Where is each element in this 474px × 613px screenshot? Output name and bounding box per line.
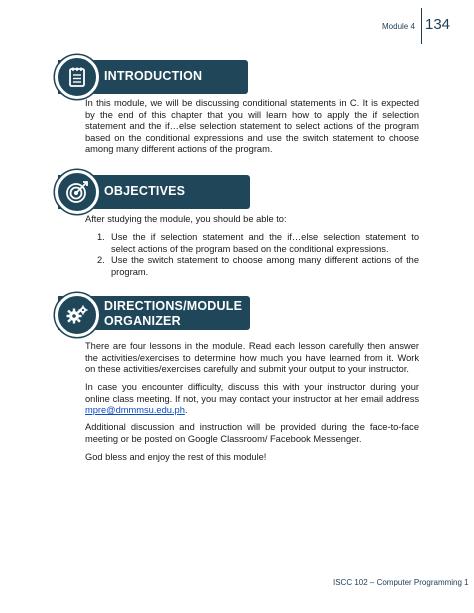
footer-course: ISCC 102 – Computer Programming 1 bbox=[333, 578, 469, 587]
target-icon bbox=[65, 180, 89, 204]
directions-paragraph-2-text: In case you encounter difficulty, discuss this with your instructor during your online class meeting. If not, you may contact your instructor at her email address bbox=[85, 382, 419, 404]
list-item bbox=[97, 232, 419, 255]
list-text: Use the switch statement to choose among many different actions of the program. bbox=[111, 255, 419, 277]
gears-icon bbox=[65, 303, 89, 327]
list-number: 2. bbox=[97, 255, 105, 266]
introduction-paragraph: In this module, we will be discussing conditional statements in C. It is expected by the end of this chapter that you will learn how to apply the if selection statement and the if…else selection statement to select actions of the program based on the conditional expressions and use the switch statement to choose among many different actions of the program. bbox=[85, 98, 419, 155]
introduction-title: INTRODUCTION bbox=[104, 69, 203, 83]
list-item bbox=[97, 255, 419, 278]
objectives-list bbox=[97, 232, 419, 278]
header-divider bbox=[421, 8, 422, 44]
module-label: Module 4 bbox=[382, 22, 415, 31]
directions-paragraph-3: Additional discussion and instruction will be provided during the face-to-face meeting or be posted on Google Classroom/ Facebook Messenger. bbox=[85, 422, 419, 444]
objectives-title: OBJECTIVES bbox=[104, 184, 186, 198]
directions-title-line2: ORGANIZER bbox=[104, 314, 181, 328]
directions-icon-circle bbox=[55, 293, 99, 337]
directions-paragraph-1: There are four lessons in the module. Read each lesson carefully then answer the activities/exercises to determine how much you have learned from it. Work on these activities/exercises carefully and submit your output to your instructor. bbox=[85, 341, 419, 375]
directions-title-line1: DIRECTIONS/MODULE bbox=[104, 299, 243, 313]
page-number: 134 bbox=[425, 16, 451, 33]
notepad-icon bbox=[65, 65, 89, 89]
directions-paragraph-4: God bless and enjoy the rest of this module! bbox=[85, 452, 267, 462]
directions-paragraph-2 bbox=[85, 382, 419, 417]
instructor-email-link[interactable]: mpre@dmmmsu.edu.ph bbox=[85, 405, 185, 416]
list-number: 1. bbox=[97, 232, 105, 242]
objectives-lead: After studying the module, you should be able to: bbox=[85, 214, 287, 224]
email-period: . bbox=[184, 405, 188, 416]
introduction-icon-circle bbox=[55, 55, 99, 99]
objectives-icon-circle bbox=[55, 170, 99, 214]
list-text: Use the if selection statement and the if…else selection statement to select actions of the program based on the conditional expressions. bbox=[111, 232, 419, 254]
